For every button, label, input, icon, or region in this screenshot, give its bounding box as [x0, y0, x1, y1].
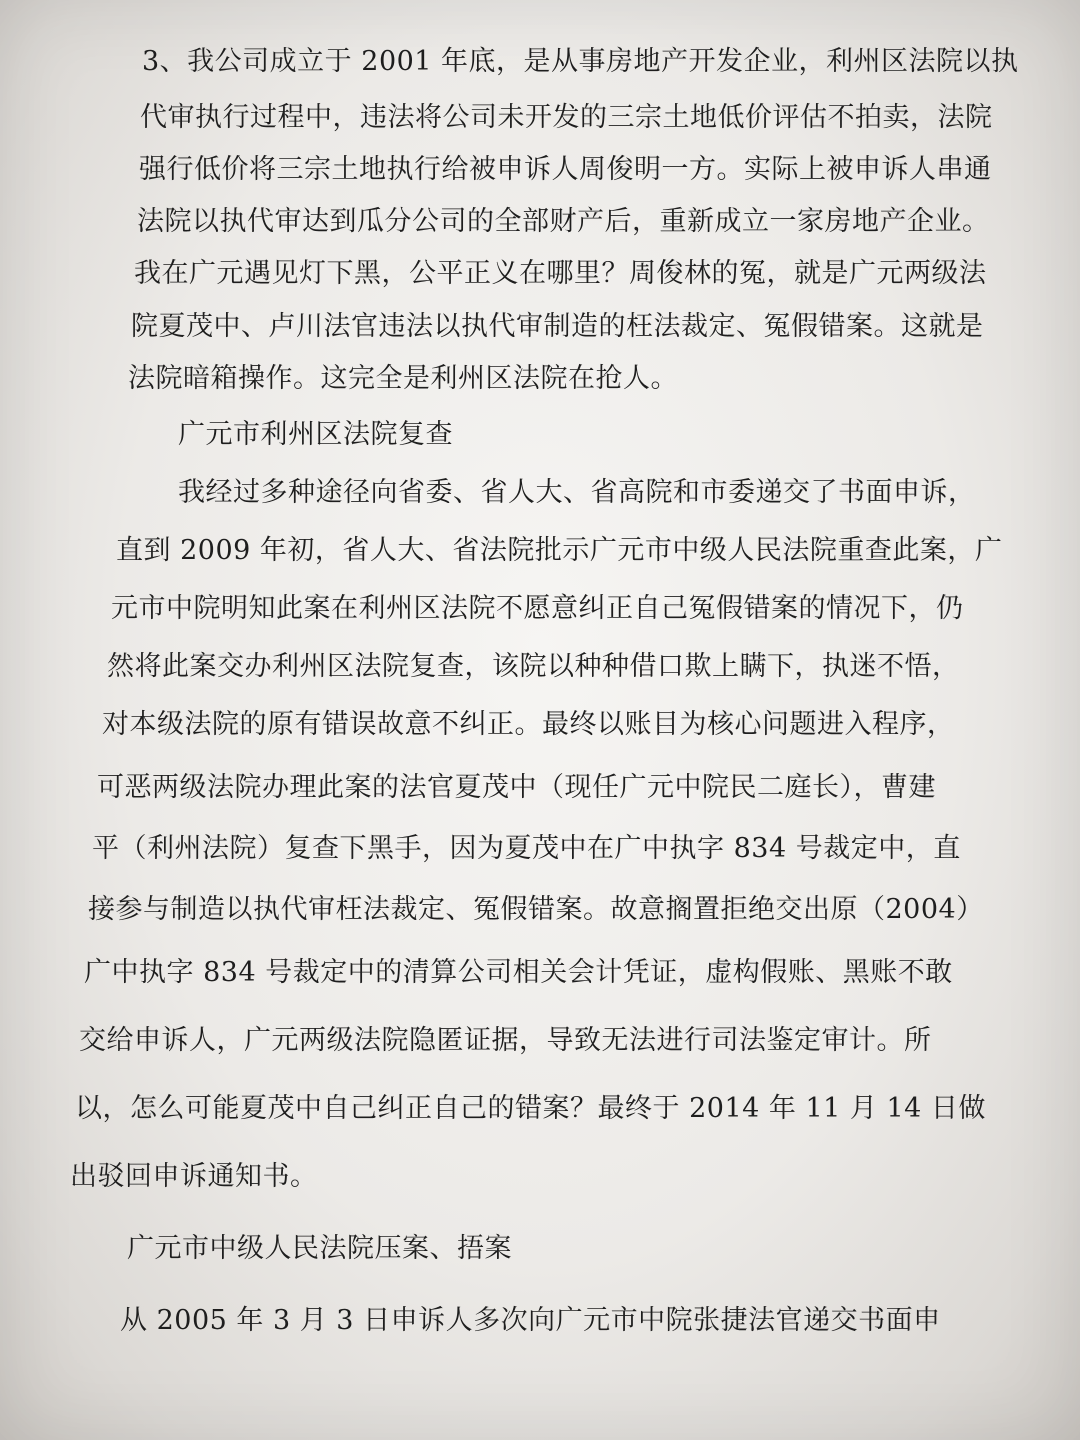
section-heading: 广元市利州区法院复查: [178, 419, 453, 450]
text-line: 法院以执代审达到瓜分公司的全部财产后，重新成立一家房地产企业。: [137, 206, 990, 237]
text-line: 我在广元遇见灯下黑，公平正义在哪里？周俊林的冤，就是广元两级法: [134, 258, 987, 289]
text-line: 代审执行过程中，违法将公司未开发的三宗土地低价评估不拍卖，法院: [140, 102, 993, 133]
text-line: 可恶两级法院办理此案的法官夏茂中（现任广元中院民二庭长），曹建: [97, 772, 936, 803]
text-line: 然将此案交办利州区法院复查，该院以种种借口欺上瞒下，执迷不悟，: [107, 651, 960, 682]
text-line: 交给申诉人，广元两级法院隐匿证据，导致无法进行司法鉴定审计。所: [79, 1025, 932, 1056]
text-line: 以，怎么可能夏茂中自己纠正自己的错案？最终于 2014 年 11 月 14 日做: [75, 1093, 986, 1124]
text-line: 法院暗箱操作。这完全是利州区法院在抢人。: [128, 363, 678, 394]
text-line: 出驳回申诉通知书。: [70, 1161, 318, 1192]
text-line: 院夏茂中、卢川法官违法以执代审制造的枉法裁定、冤假错案。这就是: [131, 311, 984, 342]
text-line: 对本级法院的原有错误故意不纠正。最终以账目为核心问题进入程序，: [102, 709, 955, 740]
text-line: 3、我公司成立于 2001 年底，是从事房地产开发企业，利州区法院以执: [142, 46, 1019, 77]
text-line: 我经过多种途径向省委、省人大、省高院和市委递交了书面申诉，: [178, 477, 976, 508]
section-heading: 广元市中级人民法院压案、捂案: [127, 1233, 512, 1264]
text-line: 从 2005 年 3 月 3 日申诉人多次向广元市中院张捷法官递交书面申: [120, 1305, 941, 1336]
text-line: 元市中院明知此案在利州区法院不愿意纠正自己冤假错案的情况下，仍: [111, 593, 964, 624]
text-line: 强行低价将三宗土地执行给被申诉人周俊明一方。实际上被申诉人串通: [139, 154, 992, 185]
text-line: 接参与制造以执代审枉法裁定、冤假错案。故意搁置拒绝交出原（2004）: [88, 894, 984, 925]
text-line: 广中执字 834 号裁定中的清算公司相关会计凭证，虚构假账、黑账不敢: [84, 957, 953, 988]
text-line: 直到 2009 年初，省人大、省法院批示广元市中级人民法院重查此案，广: [116, 535, 1003, 566]
text-line: 平（利州法院）复查下黑手，因为夏茂中在广中执字 834 号裁定中，直: [92, 833, 961, 864]
